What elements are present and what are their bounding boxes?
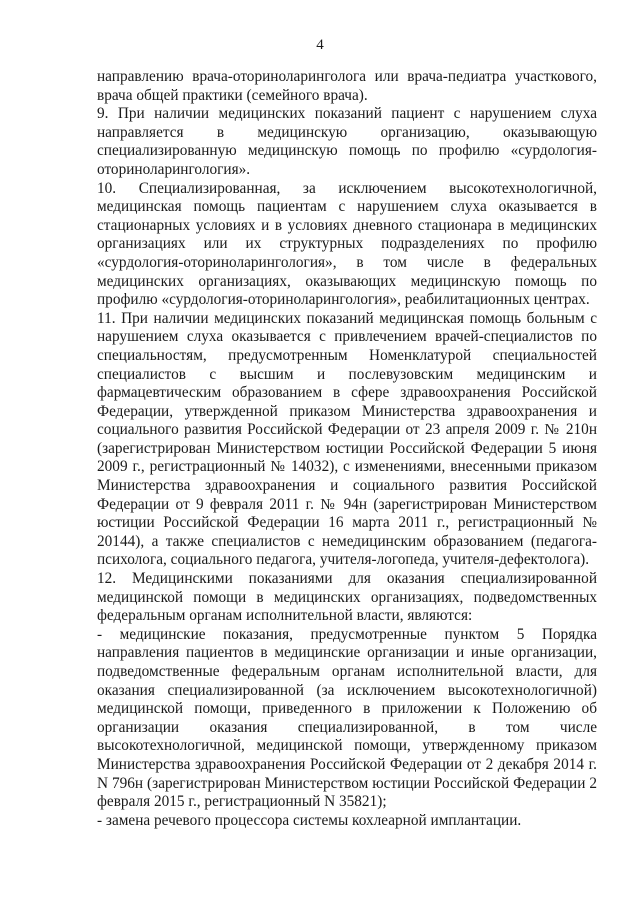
paragraph-12: 12. Медицинскими показаниями для оказания специализированной медицинской помощи в медицинских организациях, подведомственных федеральным органам исполнительной власти, являются: [97, 570, 597, 625]
page-number: 4 [316, 37, 324, 53]
document-body [97, 68, 597, 830]
list-item-medical-indications: - медицинские показания, предусмотренные пунктом 5 Порядка направления пациентов в медицинские организации и иные организации, подведомственные федеральным органам исполнительной власти, для оказания специализированной (за исключением высокотехнологичной) медицинской помощи, приведенного в приложении к Положению об организации оказания специализированной, в том числе высокотехнологичной, медицинской помощи, утвержденному приказом Министерства здравоохранения Российской Федерации от 2 декабря 2014 г. N 796н (зарегистрирован Министерством юстиции Российской Федерации 2 февраля 2015 г., регистрационный N 35821); [97, 625, 597, 811]
paragraph-10: 10. Специализированная, за исключением высокотехнологичной, медицинская помощь пациентам с нарушением слуха оказывается в стационарных условиях и в условиях дневного стационара в медицинских организациях или их структурных подразделениях по профилю «сурдология-оториноларингология», в том числе в федеральных медицинских организациях, оказывающих медицинскую помощь по профилю «сурдология-оториноларингология», реабилитационных центрах. [97, 179, 597, 309]
paragraph-9: 9. При наличии медицинских показаний пациент с нарушением слуха направляется в медицинскую организацию, оказывающую специализированную медицинскую помощь по профилю «сурдология-оториноларингология». [97, 105, 597, 178]
paragraph-continuation: направлению врача-оториноларинголога или врача-педиатра участкового, врача общей практики (семейного врача). [97, 68, 597, 104]
list-item-processor-replacement: - замена речевого процессора системы кохлеарной имплантации. [97, 811, 522, 829]
paragraph-11: 11. При наличии медицинских показаний медицинская помощь больным с нарушением слуха оказывается с привлечением врачей-специалистов по специальностям, предусмотренным Номенклатурой специальностей специалистов с высшим и послевузовским медицинским и фармацевтическим образованием в сфере здравоохранения Российской Федерации, утвержденной приказом Министерства здравоохранения и социального развития Российской Федерации от 23 апреля 2009 г. № 210н (зарегистрирован Министерством юстиции Российской Федерации 5 июня 2009 г., регистрационный № 14032), с изменениями, внесенными приказом Министерства здравоохранения и социального развития Российской Федерации от 9 февраля 2011 г. № 94н (зарегистрирован Министерством юстиции Российской Федерации 16 марта 2011 г., регистрационный № 20144), а также специалистов с немедицинским образованием (педагога-психолога, социального педагога, учителя-логопеда, учителя-дефектолога). [97, 309, 597, 569]
